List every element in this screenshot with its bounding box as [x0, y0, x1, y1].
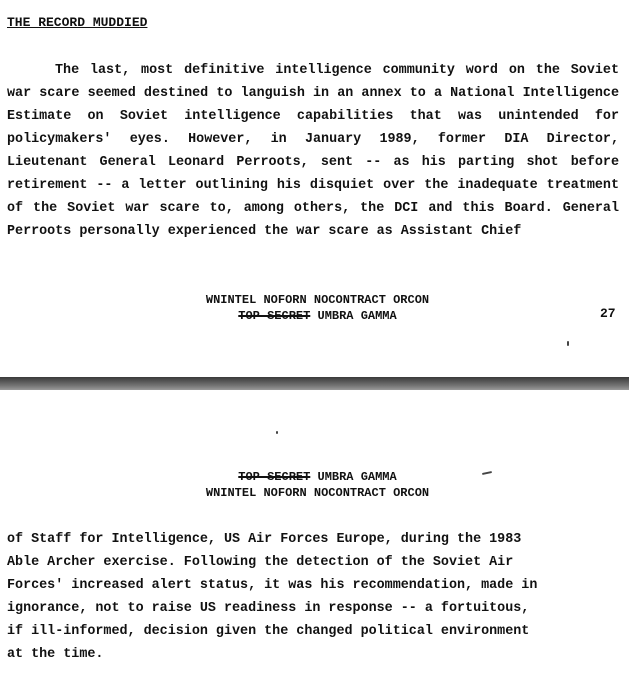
page-number: 27 [600, 306, 616, 321]
classification-line-level [6, 308, 629, 324]
body-paragraph-bottom [7, 528, 619, 666]
classification-line-handling: WNINTEL NOFORN NOCONTRACT ORCON [205, 293, 430, 307]
classification-marking-header [0, 469, 629, 501]
text-line: at the time. [7, 647, 104, 662]
section-heading: THE RECORD MUDDIED [7, 15, 148, 30]
text-line: if ill-informed, decision given the changed political environment [7, 624, 530, 639]
struck-classification: TOP SECRET [238, 470, 311, 484]
classification-codewords: UMBRA GAMMA [310, 309, 397, 323]
text-line: ignorance, not to raise US readiness in response -- a fortuitous, [7, 601, 530, 616]
text-line: Able Archer exercise. Following the detection of the Soviet Air [7, 555, 514, 570]
scan-speck [567, 341, 569, 346]
classification-line-level [6, 469, 629, 485]
scan-speck [276, 431, 278, 434]
text-line: of Staff for Intelligence, US Air Forces Europe, during the 1983 [7, 532, 522, 547]
classification-marking-footer [0, 292, 629, 324]
classification-codewords: UMBRA GAMMA [310, 470, 397, 484]
classification-line-handling: WNINTEL NOFORN NOCONTRACT ORCON [205, 486, 430, 500]
page-divider [0, 377, 629, 390]
struck-classification: TOP SECRET [238, 309, 311, 323]
text-line: Forces' increased alert status, it was his recommendation, made in [7, 578, 538, 593]
body-paragraph-top: The last, most definitive intelligence community word on the Soviet war scare seemed destined to languish in an annex to a National Intelligence Estimate on Soviet intelligence capabilities that was unintended for policymakers' eyes. However, in January 1989, former DIA Director, Lieutenant General Leonard Perroots, sent -- as his parting shot before retirement -- a letter outlining his disquiet over the inadequate treatment of the Soviet war scare to, among others, the DCI and this Board. General Perroots personally experienced the war scare as Assistant Chief [7, 63, 619, 239]
